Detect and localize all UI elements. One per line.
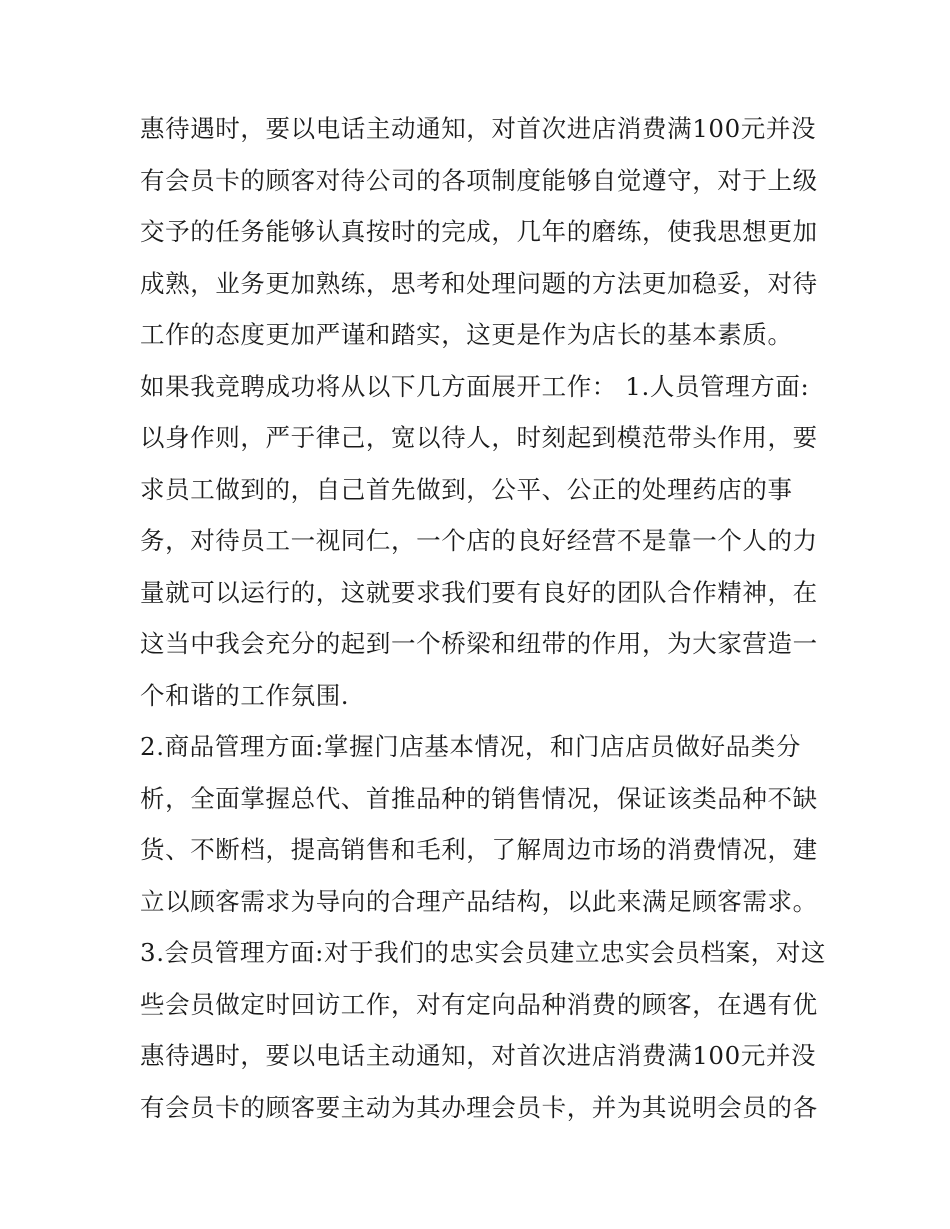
text-line: 求员工做到的，自己首先做到，公平、公正的处理药店的事 [140,474,793,504]
text-line: 些会员做定时回访工作，对有定向品种消费的顾客，在遇有优 [140,989,818,1019]
text-line: 2.商品管理方面:掌握门店基本情况，和门店店员做好品类分 [140,732,801,761]
text-line: 个和谐的工作氛围. [140,680,350,710]
text-line: 以身作则，严于律己，宽以待人，时刻起到模范带头作用，要 [140,423,818,452]
body-text [140,103,827,1133]
text-line: 货、不断档，提高销售和毛利，了解周边市场的消费情况，建 [140,835,818,864]
text-line: 工作的态度更加严谨和踏实，这更是作为店长的基本素质。 [140,320,793,349]
text-line: 有会员卡的顾客对待公司的各项制度能够自觉遵守，对于上级 [140,165,818,195]
text-line: 惠待遇时，要以电话主动通知，对首次进店消费满100元并没 [140,1041,817,1070]
text-line: 务，对待员工一视同仁，一个店的良好经营不是靠一个人的力 [140,526,818,555]
text-line: 交予的任务能够认真按时的完成，几年的磨练，使我思想更加 [140,217,818,246]
text-line: 3.会员管理方面:对于我们的忠实会员建立忠实会员档案，对这 [140,938,827,967]
text-line: 析，全面掌握总代、首推品种的销售情况，保证该类品种不缺 [140,783,818,813]
text-line: 惠待遇时，要以电话主动通知，对首次进店消费满100元并没 [140,114,817,143]
text-line: 这当中我会充分的起到一个桥梁和纽带的作用，为大家营造一 [140,629,818,658]
text-line: 量就可以运行的，这就要求我们要有良好的团队合作精神，在 [140,577,818,607]
text-line: 如果我竞聘成功将从以下几方面展开工作： 1.人员管理方面: [140,371,810,401]
text-line: 立以顾客需求为导向的合理产品结构，以此来满足顾客需求。 [140,886,818,916]
text-line: 有会员卡的顾客要主动为其办理会员卡，并为其说明会员的各 [140,1092,818,1122]
text-line: 成熟，业务更加熟练，思考和处理问题的方法更加稳妥，对待 [140,268,818,298]
